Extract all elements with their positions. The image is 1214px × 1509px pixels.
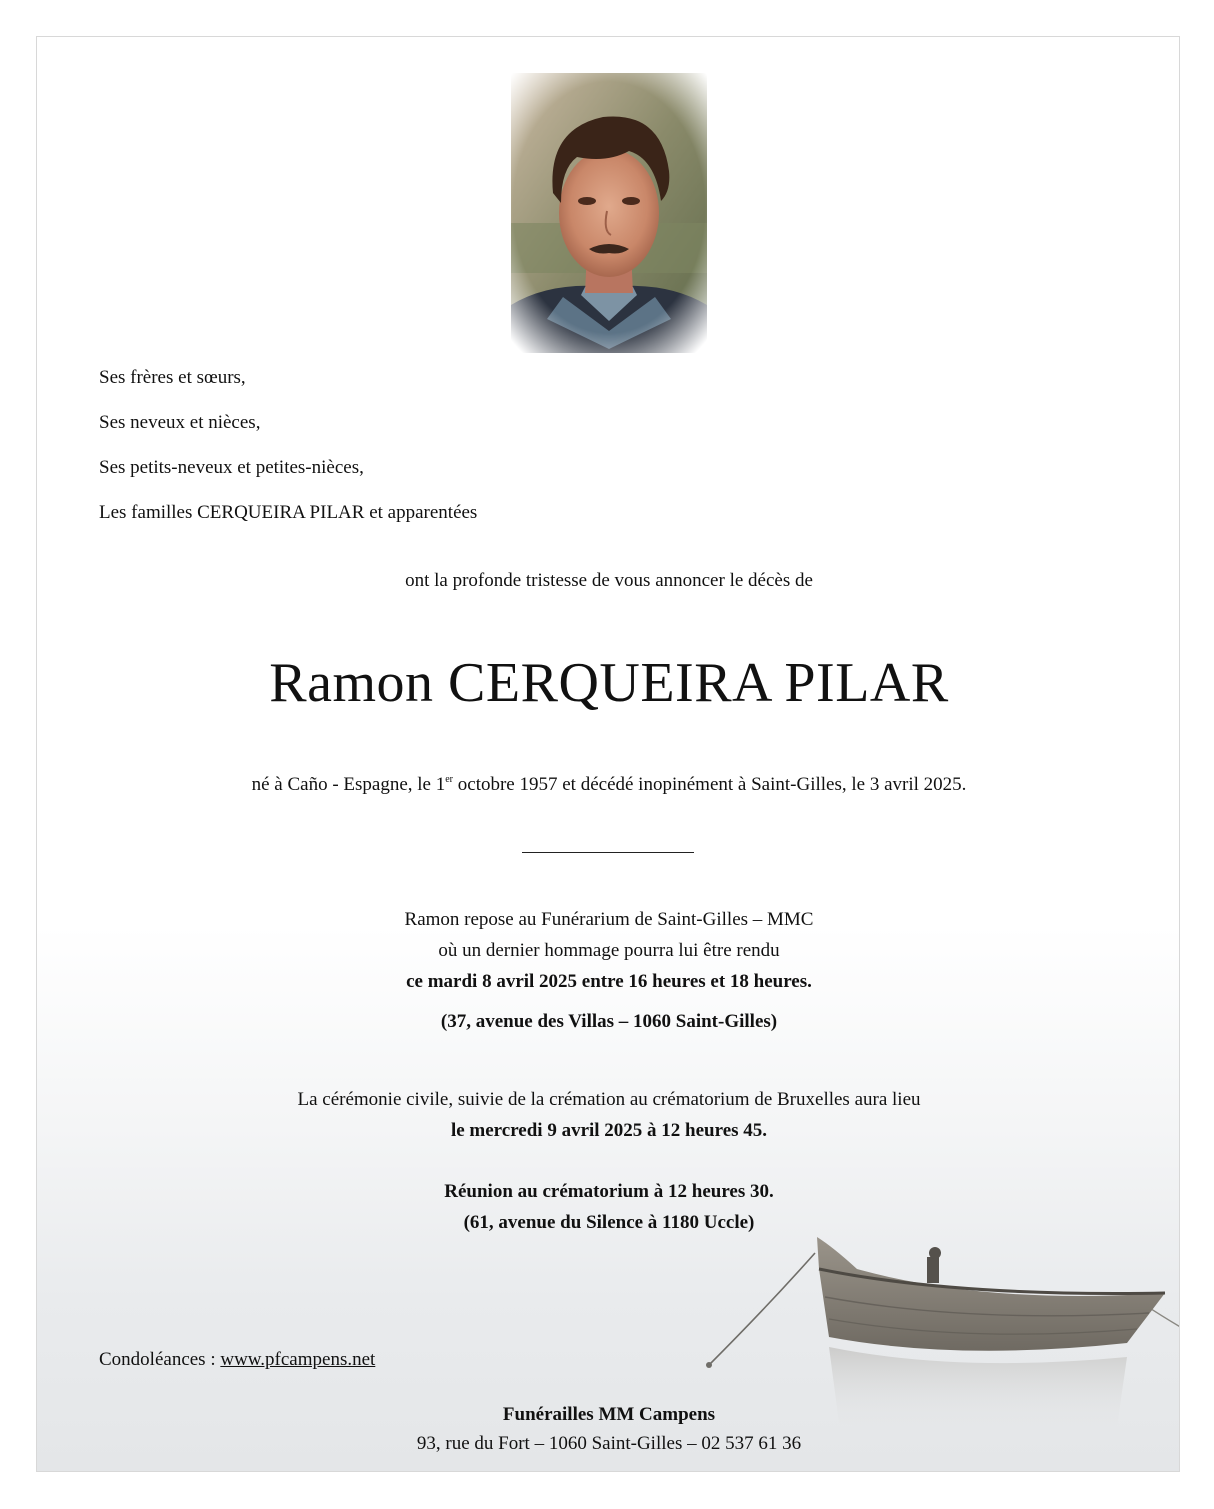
family-line: Les familles CERQUEIRA PILAR et apparentées xyxy=(99,502,478,523)
birth-text-end: octobre 1957 et décédé inopinément à Saint-Gilles, le 3 avril 2025. xyxy=(453,774,967,795)
announcement-text: ont la profonde tristesse de vous annoncer le décès de xyxy=(405,570,813,591)
meeting-line-2: (61, avenue du Silence à 1180 Uccle) xyxy=(463,1212,755,1233)
birth-text-start: né à Caño - Espagne, le 1 xyxy=(251,774,446,795)
ceremony-line-2: le mercredi 9 avril 2025 à 12 heures 45. xyxy=(450,1120,768,1141)
funeral-home-address: 93, rue du Fort – 1060 Saint-Gilles – 02 537 61 36 xyxy=(416,1433,802,1454)
rest-address: (37, avenue des Villas – 1060 Saint-Gilles) xyxy=(440,1011,778,1032)
condolences-link[interactable]: www.pfcampens.net xyxy=(220,1349,376,1370)
ceremony-info xyxy=(37,1084,1180,1146)
funeral-home-footer xyxy=(37,1400,1180,1458)
family-line: Ses neveux et nièces, xyxy=(99,412,261,433)
rest-line-2: où un dernier hommage pourra lui être rendu xyxy=(438,940,780,961)
portrait-photo xyxy=(511,73,707,353)
birth-death-line xyxy=(37,774,1180,796)
ceremony-line-1: La cérémonie civile, suivie de la crémation au crématorium de Bruxelles aura lieu xyxy=(297,1089,921,1110)
funeral-home-name: Funérailles MM Campens xyxy=(502,1404,716,1425)
meeting-line-1: Réunion au crématorium à 12 heures 30. xyxy=(444,1181,774,1202)
condolences-label: Condoléances : xyxy=(99,1349,221,1370)
family-line: Ses frères et sœurs, xyxy=(99,367,246,388)
family-list xyxy=(99,355,477,535)
condolences-line xyxy=(99,1349,375,1371)
divider-line xyxy=(522,852,694,853)
rest-line-3: ce mardi 8 avril 2025 entre 16 heures et 18 heures. xyxy=(406,971,812,992)
obituary-page xyxy=(36,36,1180,1472)
rest-line-1: Ramon repose au Funérarium de Saint-Gilles – MMC xyxy=(404,909,814,930)
birth-superscript: er xyxy=(445,774,454,785)
rest-info xyxy=(37,904,1180,997)
deceased-name: Ramon CERQUEIRA PILAR xyxy=(269,652,949,714)
family-line: Ses petits-neveux et petites-nièces, xyxy=(99,457,364,478)
